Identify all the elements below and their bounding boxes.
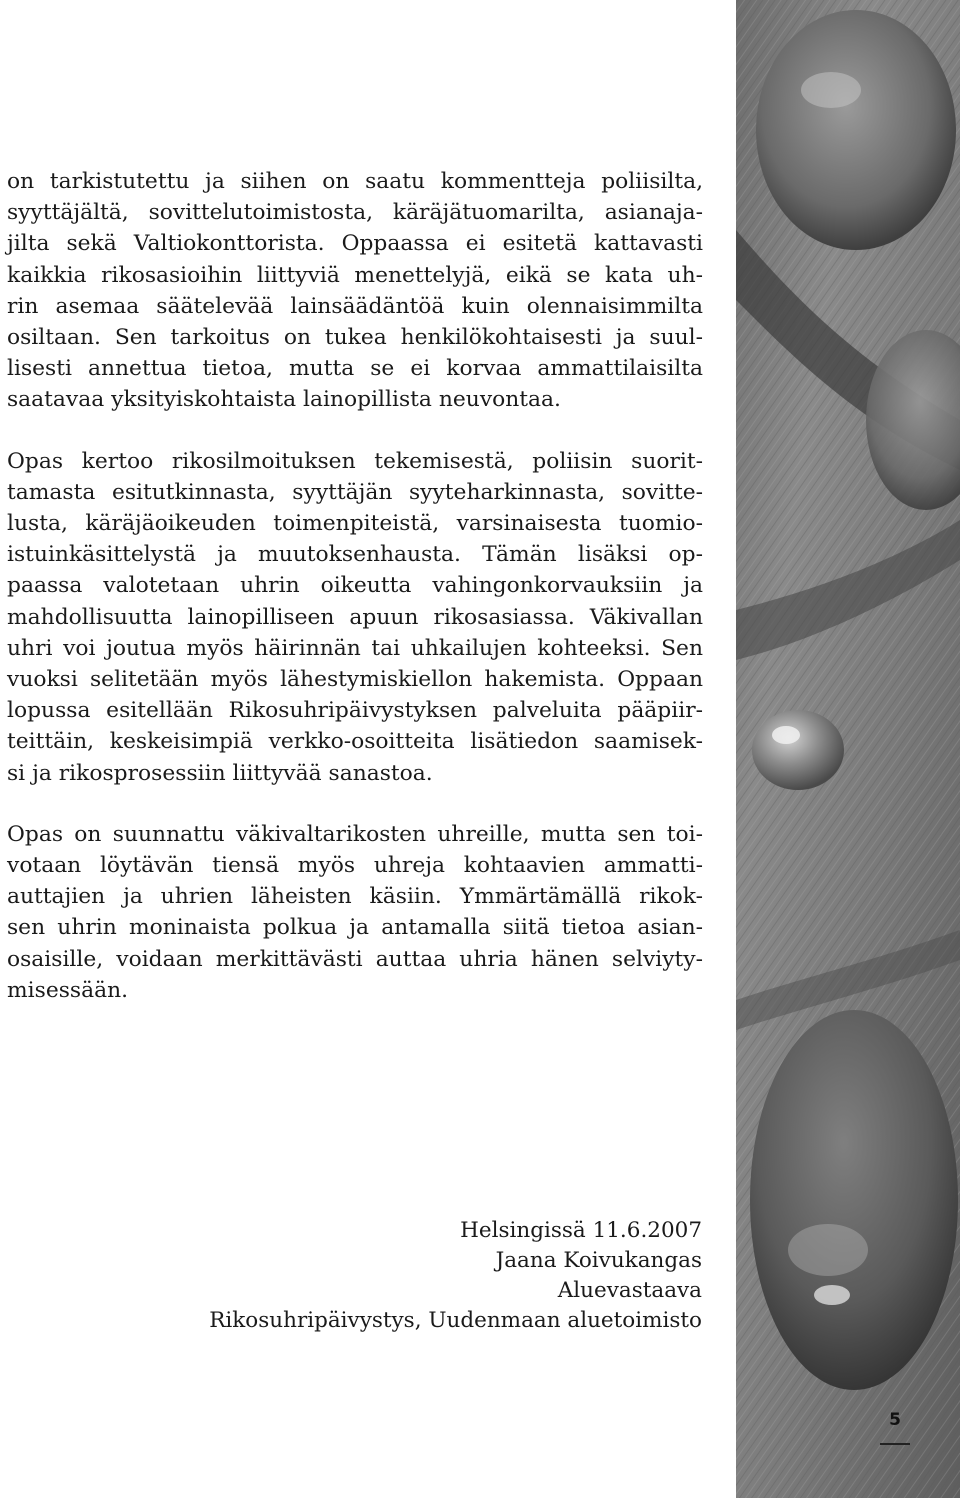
text-line: paassa valotetaan uhrin oikeutta vahingonkorvauksiin ja xyxy=(7,573,703,599)
text-line: votaan löytävän tiensä myös uhreja kohtaavien ammatti- xyxy=(7,853,703,879)
text-line: rin asemaa säätelevää lainsäädäntöä kuin olennaisimmilta xyxy=(7,293,703,319)
text-line: Opas kertoo rikosilmoituksen tekemisestä, poliisin suorit- xyxy=(7,448,703,474)
page-number-rule xyxy=(880,1443,910,1445)
text-line: tamasta esitutkinnasta, syyttäjän syyteharkinnasta, sovitte- xyxy=(7,479,703,505)
text-line: osiltaan. Sen tarkoitus on tukea henkilökohtaisesti ja suul- xyxy=(7,325,703,351)
text-line: vuoksi selitetään myös lähestymiskiellon hakemista. Oppaan xyxy=(7,667,703,693)
text-line: si ja rikosprosessiin liittyvää sanastoa. xyxy=(7,760,433,786)
body-text xyxy=(7,166,703,1006)
water-droplets-photo xyxy=(736,0,960,1498)
signature-name: Jaana Koivukangas xyxy=(495,1248,702,1273)
text-line: mahdollisuutta lainopilliseen apuun rikosasiassa. Väkivallan xyxy=(7,604,703,630)
text-line: syyttäjältä, sovittelutoimistosta, käräjätuomarilta, asianaja- xyxy=(7,200,703,226)
text-line: kaikkia rikosasioihin liittyviä menettelyjä, eikä se kata uh- xyxy=(7,262,703,288)
signature-organization: Rikosuhripäivystys, Uudenmaan aluetoimisto xyxy=(209,1308,702,1333)
text-line: saatavaa yksityiskohtaista lainopillista neuvontaa. xyxy=(7,387,561,413)
text-line: lusta, käräjäoikeuden toimenpiteistä, varsinaisesta tuomio- xyxy=(7,511,703,537)
text-line: osaisille, voidaan merkittävästi auttaa uhria hänen selviyty- xyxy=(7,946,703,972)
text-line: lisesti annettua tietoa, mutta se ei korvaa ammattilaisilta xyxy=(7,356,703,382)
text-line: teittäin, keskeisimpiä verkko-osoitteita lisätiedon saamisek- xyxy=(7,729,703,755)
text-line: istuinkäsittelystä ja muutoksenhausta. Tämän lisäksi op- xyxy=(7,542,703,568)
text-line: misessään. xyxy=(7,977,129,1003)
text-line: sen uhrin moninaista polkua ja antamalla siitä tietoa asian- xyxy=(7,915,703,941)
paragraph-1 xyxy=(7,166,703,416)
paragraph-2 xyxy=(7,446,703,789)
text-line: jilta sekä Valtiokonttorista. Oppaassa ei esitetä kattavasti xyxy=(7,231,703,257)
text-line: on tarkistutettu ja siihen on saatu kommentteja poliisilta, xyxy=(7,169,703,194)
text-line: auttajien ja uhrien läheisten käsiin. Ymmärtämällä rikok- xyxy=(7,884,703,910)
text-line: uhri voi joutua myös häirinnän tai uhkailujen kohteeksi. Sen xyxy=(7,635,703,661)
text-line: Opas on suunnattu väkivaltarikosten uhreille, mutta sen toi- xyxy=(7,821,703,847)
signature-block xyxy=(2,1216,702,1336)
text-line: lopussa esitellään Rikosuhripäivystyksen palveluita pääpiir- xyxy=(7,698,703,724)
page-number: 5 xyxy=(889,1410,901,1430)
signature-place-date: Helsingissä 11.6.2007 xyxy=(460,1218,702,1243)
signature-role: Aluevastaava xyxy=(557,1278,702,1303)
paragraph-3 xyxy=(7,819,703,1006)
